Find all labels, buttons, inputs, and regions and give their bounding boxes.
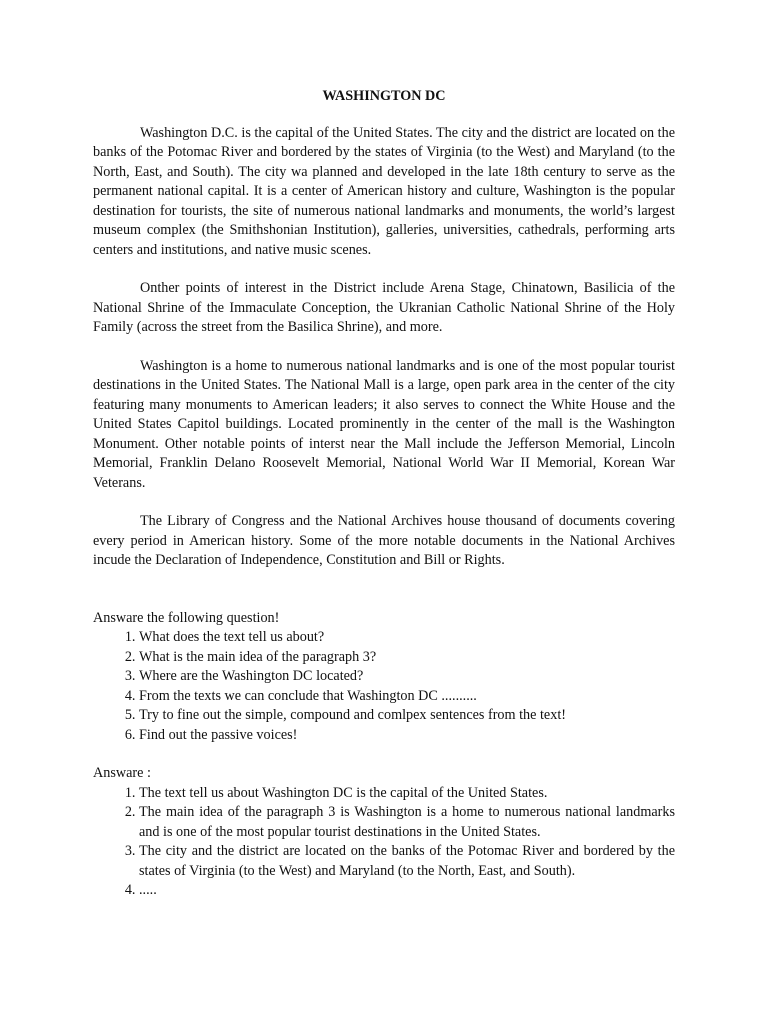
paragraph-3: Washington is a home to numerous national landmarks and is one of the most popular tourist destinations in the United States. The National Mall is a large, open park area in the center of the city featuring many monuments to American leaders; it also serves to connect the White House and the United States Capitol buildings. Located prominently in the center of the mall is the Washington Monument. Other notable points of interst near the Mall include the Jefferson Memorial, Lincoln Memorial, Franklin Delano Roosevelt Memorial, National World War II Memorial, Korean War Veterans. [93,357,675,491]
paragraph-4: The Library of Congress and the National Archives house thousand of documents covering every period in American history. Some of the more notable documents in the National Archives incude the Declaration of Independence, Constitution and Bill or Rights. [93,513,675,568]
question-item: 4. From the texts we can conclude that Washington DC .......... [139,687,675,707]
paragraph-2: Onther points of interest in the District include Arena Stage, Chinatown, Basilicia of the National Shrine of the Immaculate Conception, the Ukranian Catholic National Shrine of the Holy Family (across the street from the Basilica Shrine), and more. [93,280,675,335]
answers-list [93,784,675,901]
question-item: 6. Find out the passive voices! [139,726,675,746]
document-page [93,87,675,901]
paragraph-1: Washington D.C. is the capital of the United States. The city and the district are located on the banks of the Potomac River and bordered by the states of Virginia (to the West) and Maryland (to the North, East, and South). The city wa planned and developed in the late 18th century to serve as the permanent national capital. It is a center of American history and culture, Washington is the popular destination for tourists, the site of numerous national landmarks and monuments, the world’s largest museum complex (the Smithshonian Institution), galleries, universities, cathedrals, performing arts centers and institutions, and native music scenes. [93,124,675,258]
answer-item: 1. The text tell us about Washington DC is the capital of the United States. [139,784,675,804]
question-item: 2. What is the main idea of the paragraph 3? [139,648,675,668]
answers-heading: Answare : [93,765,151,781]
question-item: 3. Where are the Washington DC located? [139,667,675,687]
answer-item: 3. The city and the district are located on the banks of the Potomac River and bordered by the states of Virginia (to the West) and Maryland (to the North, East, and South). [139,842,675,881]
page-title: WASHINGTON DC [322,88,446,104]
question-item: 5. Try to fine out the simple, compound and comlpex sentences from the text! [139,706,675,726]
questions-heading: Answare the following question! [93,609,280,626]
question-item: 1. What does the text tell us about? [139,628,675,648]
answer-item: 2. The main idea of the paragraph 3 is Washington is a home to numerous national landmarks and is one of the most popular tourist destinations in the United States. [139,803,675,842]
answer-item: 4. ..... [139,881,675,901]
questions-list [93,628,675,745]
